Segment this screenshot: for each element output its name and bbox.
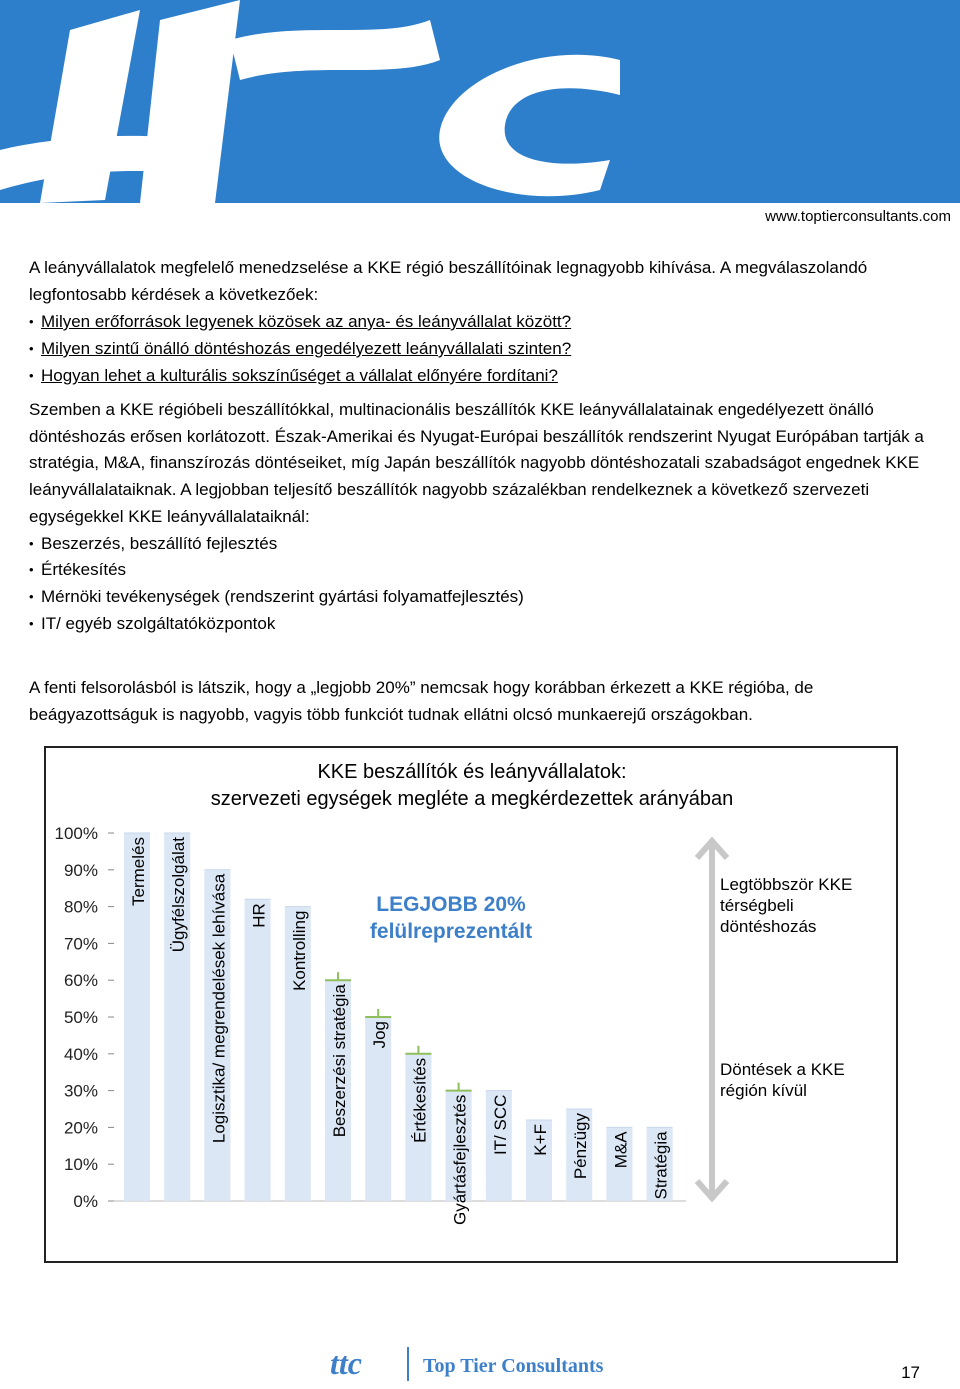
website-url[interactable]: www.toptierconsultants.com <box>765 208 951 225</box>
unit-item: • Mérnöki tevékenységek (rendszerint gyártási folyamatfejlesztés) <box>29 584 934 611</box>
chart-title-line2: szervezeti egységek megléte a megkérdezettek arányában <box>210 788 734 810</box>
question-item: • Milyen szintű önálló döntéshozás engedélyezett leányvállalati szinten? <box>29 335 934 362</box>
chart-title-line1: KKE beszállítók és leányvállalatok: <box>317 761 627 783</box>
y-tick-label: 30% <box>63 1081 98 1101</box>
body-paragraph: Szemben a KKE régióbeli beszállítókkal, multinacionális beszállítók KKE leányvállalatainak engedélyezett önálló döntéshozás erősen korlátozott. Észak-Amerikai és Nyugat-Európai beszállítók rendszerint Nyugat Európában tartják a stratégia, M&A, finanszírozás döntéseiket, míg Japán beszállítók nagyobb döntéshozatali szabadságot engednek KKE leányvállalataiknak. A legjobban teljesítő beszállítók nagyobb százalékban rendelkeznek a következő szervezeti egységekkel KKE leányvállalataiknál: <box>29 400 924 526</box>
intro-section <box>29 254 934 389</box>
question-item: • Hogyan lehet a kulturális sokszínűséget a vállalat előnyére fordítani? <box>29 362 934 389</box>
final-paragraph: A fenti felsorolásból is látszik, hogy a „legjobb 20%” nemcsak hogy korábban érkezett a KKE régióba, de beágyazottságuk is nagyobb, vagyis több funkciót tudnak ellátni olcsó munkaerejű országokban. <box>29 678 814 724</box>
bar-label: Pénzügy <box>571 1113 591 1180</box>
intro-paragraph: A leányvállalatok megfelelő menedzselése a KKE régió beszállítóinak legnagyobb kihívása. A megválaszolandó legfontosabb kérdések a következőek: <box>29 258 868 304</box>
footer-company: Top Tier Consultants <box>423 1355 604 1377</box>
y-tick-label: 0% <box>73 1192 98 1211</box>
y-tick-label: 90% <box>63 860 98 880</box>
question-list <box>29 308 934 389</box>
y-tick-label: 50% <box>63 1008 98 1027</box>
bar-label: M&A <box>611 1131 631 1169</box>
side-label-top: Legtöbbször KKE <box>720 875 853 894</box>
bar-label: Jog <box>370 1021 390 1049</box>
unit-item: • Beszerzés, beszállító fejlesztés <box>29 531 934 558</box>
footer-logo <box>330 1344 650 1389</box>
bar <box>245 899 271 1201</box>
side-label-top: döntéshozás <box>720 917 817 936</box>
side-label-bottom: régión kívül <box>720 1081 807 1100</box>
logo-stroke-4 <box>230 20 440 80</box>
annotation-line1: LEGJOBB 20% <box>376 893 526 916</box>
bar-label: Értékesítés <box>410 1057 430 1143</box>
bar-label: Beszerzési stratégia <box>330 984 349 1138</box>
bar-chart <box>46 748 896 1261</box>
unit-list <box>29 531 934 638</box>
bar-label: IT/ SCC <box>490 1094 510 1156</box>
y-tick-label: 100% <box>54 824 98 843</box>
logo-stroke-3 <box>140 0 240 203</box>
bar-label: K+F <box>531 1124 550 1156</box>
page-number: 17 <box>901 1363 920 1382</box>
question-item: • Milyen erőforrások legyenek közösek az anya- és leányvállalat között? <box>29 308 934 335</box>
y-tick-label: 70% <box>63 934 98 954</box>
chart-box <box>44 746 898 1263</box>
y-tick-label: 10% <box>63 1155 98 1175</box>
side-label-top: térségbeli <box>720 896 794 915</box>
logo-stroke-2 <box>40 10 140 203</box>
bar-label: Termelés <box>129 837 148 906</box>
footer-divider <box>407 1347 409 1381</box>
ttc-logo <box>0 0 960 203</box>
bar-label: Stratégia <box>651 1131 671 1200</box>
bar-label: Ügyfélszolgálat <box>169 837 189 953</box>
bar-label: Kontrolling <box>289 910 309 991</box>
y-tick-label: 20% <box>63 1118 98 1138</box>
bar-label: HR <box>249 903 269 928</box>
y-tick-label: 80% <box>63 897 98 917</box>
bar-label: Gyártásfejlesztés <box>450 1094 470 1225</box>
body-section <box>29 397 934 637</box>
unit-item: • Értékesítés <box>29 557 934 584</box>
footer-logo-mark: ttc <box>330 1345 362 1381</box>
header-banner <box>0 0 960 203</box>
bar-label: Logisztika/ megrendelések lehívása <box>209 873 229 1144</box>
y-tick-label: 40% <box>63 1044 98 1064</box>
annotation-line2: felülreprezentált <box>369 920 533 943</box>
unit-item: • IT/ egyéb szolgáltatóközpontok <box>29 611 934 638</box>
logo-stroke-5 <box>439 55 620 197</box>
side-label-bottom: Döntések a KKE <box>720 1060 845 1079</box>
y-tick-label: 60% <box>63 971 98 991</box>
